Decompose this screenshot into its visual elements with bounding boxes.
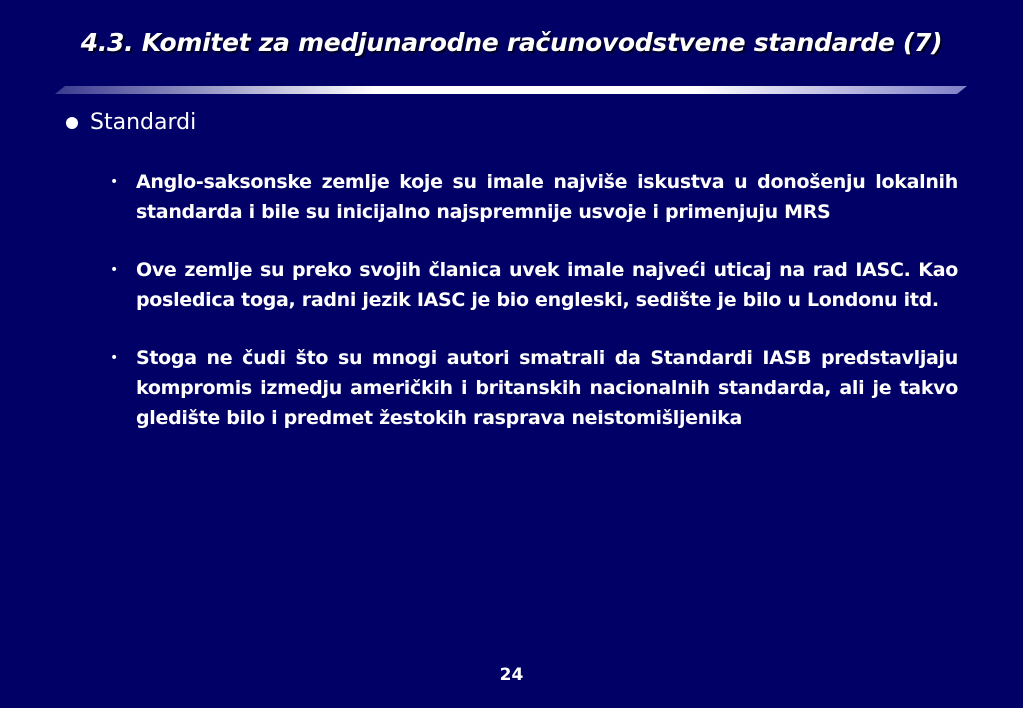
main-bullet (66, 110, 196, 135)
slide-title: 4.3. Komitet za medjunarodne računovodstvene standarde (7) (80, 28, 943, 57)
list-item (110, 343, 958, 433)
bullet-text: Stoga ne čudi što su mnogi autori smatrali da Standardi IASB predstavljaju kompromis izmedju američkih i britanskih nacionalnih standarda, ali je takvo gledište bilo i predmet žestokih rasprava neistomišljenika (136, 347, 958, 429)
list-item (110, 167, 958, 227)
bullet-dot-icon: • (110, 174, 119, 190)
bullet-dot-icon (66, 117, 78, 129)
bullet-list (110, 167, 958, 461)
bullet-dot-icon: • (110, 262, 119, 278)
heading-text: Standardi (90, 110, 197, 135)
title-divider (55, 86, 967, 94)
page-number: 24 (499, 665, 524, 685)
bullet-text: Anglo-saksonske zemlje koje su imale najviše iskustva u donošenju lokalnih standarda i bile su inicijalno najspremnije usvoje i primenjuju MRS (136, 171, 958, 223)
list-item (110, 255, 958, 315)
bullet-text: Ove zemlje su preko svojih članica uvek imale najveći uticaj na rad IASC. Kao posledica toga, radni jezik IASC je bio engleski, sedište je bilo u Londonu itd. (136, 259, 958, 311)
bullet-dot-icon: • (110, 350, 119, 366)
